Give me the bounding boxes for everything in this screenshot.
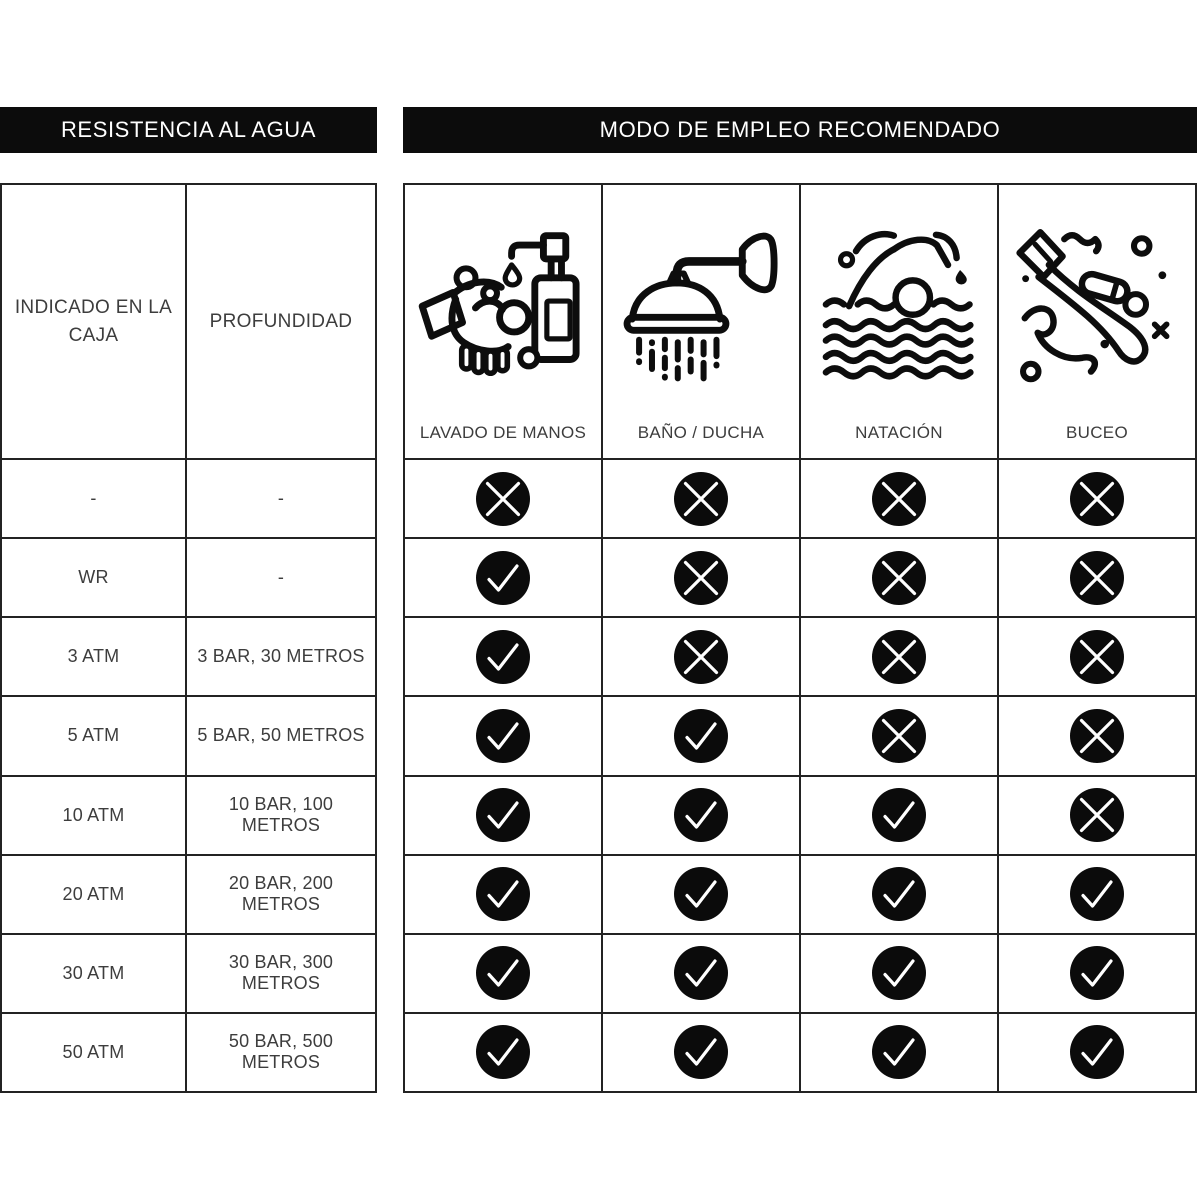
- not-allowed-cell: [801, 460, 999, 537]
- resistance-row: [2, 616, 375, 695]
- check-icon: [674, 788, 728, 842]
- cross-icon: [1070, 709, 1124, 763]
- not-allowed-cell: [999, 460, 1195, 537]
- not-allowed-cell: [801, 539, 999, 616]
- depth-value: 10 BAR, 100 METROS: [228, 794, 334, 836]
- column-header-diving: [999, 185, 1195, 458]
- diving-icon: [1011, 195, 1183, 395]
- resistance-row: [2, 775, 375, 854]
- water-resistance-header-label: RESISTENCIA AL AGUA: [60, 117, 317, 142]
- column-header-shower: [603, 185, 801, 458]
- allowed-cell: [801, 856, 999, 933]
- diving-label: BUCEO: [1066, 423, 1128, 442]
- check-icon: [476, 551, 530, 605]
- depth-value: 3 BAR, 30 METROS: [197, 646, 365, 667]
- usage-table: [403, 183, 1197, 1093]
- allowed-cell: [603, 777, 801, 854]
- indicated-value: 5 ATM: [2, 697, 187, 774]
- cross-icon: [872, 551, 926, 605]
- resistance-row: [2, 1012, 375, 1091]
- check-icon: [674, 1025, 728, 1079]
- cross-icon: [872, 630, 926, 684]
- resistance-row: [2, 854, 375, 933]
- usage-row: [405, 854, 1195, 933]
- usage-row: [405, 695, 1195, 774]
- shower-icon: [615, 195, 787, 395]
- check-icon: [1070, 867, 1124, 921]
- check-icon: [1070, 946, 1124, 1000]
- allowed-cell: [405, 935, 603, 1012]
- check-icon: [476, 788, 530, 842]
- not-allowed-cell: [405, 460, 603, 537]
- usage-row: [405, 775, 1195, 854]
- resistance-table-header: [2, 185, 375, 458]
- allowed-cell: [801, 1014, 999, 1091]
- cross-icon: [674, 551, 728, 605]
- cross-icon: [1070, 472, 1124, 526]
- depth-value: 30 BAR, 300 METROS: [228, 952, 334, 994]
- cross-icon: [674, 630, 728, 684]
- indicated-value: -: [2, 460, 187, 537]
- usage-table-rows: [405, 458, 1195, 1091]
- check-icon: [872, 1025, 926, 1079]
- check-icon: [872, 867, 926, 921]
- allowed-cell: [999, 935, 1195, 1012]
- indicated-value: 10 ATM: [2, 777, 187, 854]
- allowed-cell: [999, 856, 1195, 933]
- not-allowed-cell: [999, 697, 1195, 774]
- usage-row: [405, 537, 1195, 616]
- check-icon: [476, 946, 530, 1000]
- resistance-row: [2, 695, 375, 774]
- not-allowed-cell: [801, 697, 999, 774]
- usage-row: [405, 933, 1195, 1012]
- swimming-label: NATACIÓN: [855, 423, 943, 442]
- depth-value: 5 BAR, 50 METROS: [197, 725, 365, 746]
- usage-header-label: MODO DE EMPLEO RECOMENDADO: [599, 117, 1001, 142]
- allowed-cell: [405, 856, 603, 933]
- column-header-swimming: [801, 185, 999, 458]
- indicated-value: WR: [2, 539, 187, 616]
- usage-row: [405, 1012, 1195, 1091]
- handwash-label: LAVADO DE MANOS: [419, 423, 587, 442]
- usage-table-header: [405, 185, 1195, 458]
- resistance-table-rows: [2, 458, 375, 1091]
- check-icon: [476, 1025, 530, 1079]
- usage-header: [403, 107, 1197, 153]
- handwash-icon: [417, 195, 589, 395]
- indicated-column-header: INDICADO EN LA CAJA: [2, 185, 187, 458]
- check-icon: [1070, 1025, 1124, 1079]
- check-icon: [476, 630, 530, 684]
- check-icon: [476, 709, 530, 763]
- allowed-cell: [405, 697, 603, 774]
- cross-icon: [476, 472, 530, 526]
- usage-row: [405, 458, 1195, 537]
- allowed-cell: [603, 697, 801, 774]
- indicated-value: 20 ATM: [2, 856, 187, 933]
- indicated-value: 30 ATM: [2, 935, 187, 1012]
- allowed-cell: [801, 935, 999, 1012]
- usage-row: [405, 616, 1195, 695]
- depth-value: -: [277, 567, 285, 588]
- allowed-cell: [405, 1014, 603, 1091]
- allowed-cell: [603, 856, 801, 933]
- check-icon: [674, 946, 728, 1000]
- shower-label: BAÑO / DUCHA: [637, 423, 765, 442]
- cross-icon: [872, 709, 926, 763]
- depth-column-header: PROFUNDIDAD: [209, 310, 353, 332]
- check-icon: [476, 867, 530, 921]
- indicated-value: 50 ATM: [2, 1014, 187, 1091]
- water-resistance-header: [0, 107, 377, 153]
- indicated-value: 3 ATM: [2, 618, 187, 695]
- not-allowed-cell: [999, 618, 1195, 695]
- allowed-cell: [999, 1014, 1195, 1091]
- cross-icon: [872, 472, 926, 526]
- resistance-table: [0, 183, 377, 1093]
- depth-value: -: [277, 488, 285, 509]
- check-icon: [872, 788, 926, 842]
- depth-value: 50 BAR, 500 METROS: [228, 1031, 334, 1073]
- allowed-cell: [405, 539, 603, 616]
- swimming-icon: [813, 195, 985, 395]
- not-allowed-cell: [999, 777, 1195, 854]
- not-allowed-cell: [999, 539, 1195, 616]
- not-allowed-cell: [603, 460, 801, 537]
- cross-icon: [674, 472, 728, 526]
- column-header-handwash: [405, 185, 603, 458]
- allowed-cell: [801, 777, 999, 854]
- allowed-cell: [603, 935, 801, 1012]
- check-icon: [872, 946, 926, 1000]
- resistance-row: [2, 458, 375, 537]
- allowed-cell: [405, 777, 603, 854]
- resistance-row: [2, 537, 375, 616]
- cross-icon: [1070, 551, 1124, 605]
- check-icon: [674, 867, 728, 921]
- allowed-cell: [405, 618, 603, 695]
- not-allowed-cell: [603, 618, 801, 695]
- cross-icon: [1070, 788, 1124, 842]
- not-allowed-cell: [801, 618, 999, 695]
- resistance-row: [2, 933, 375, 1012]
- cross-icon: [1070, 630, 1124, 684]
- allowed-cell: [603, 1014, 801, 1091]
- depth-value: 20 BAR, 200 METROS: [228, 873, 334, 915]
- not-allowed-cell: [603, 539, 801, 616]
- check-icon: [674, 709, 728, 763]
